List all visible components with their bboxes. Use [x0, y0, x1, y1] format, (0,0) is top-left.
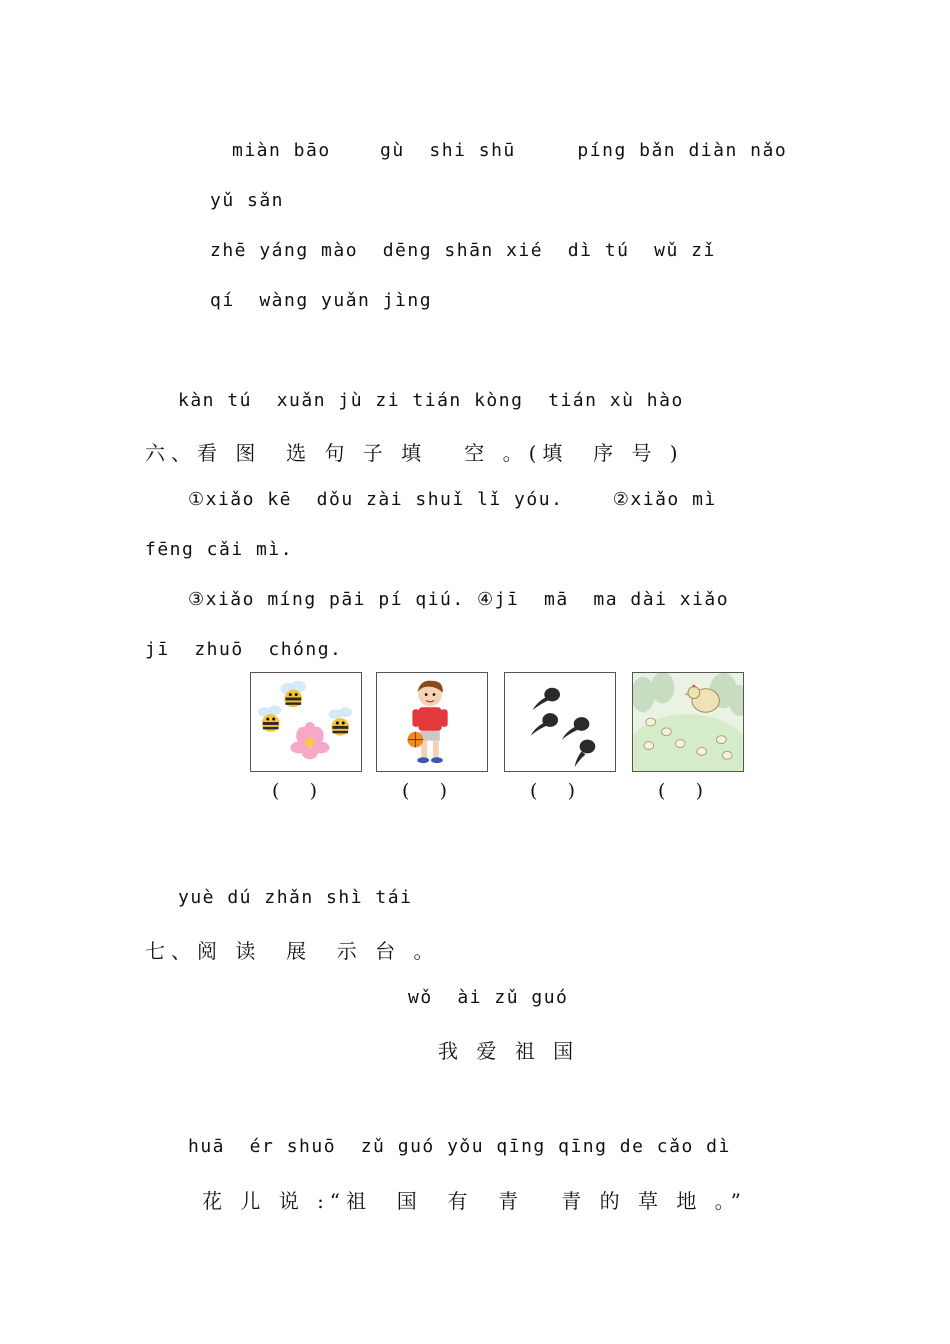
section6-title: 六、看 图 选 句 子 填 空 。(填 序 号 ) — [145, 441, 684, 465]
answer-blank-2[interactable]: ( ) — [402, 780, 448, 802]
poem-line-1-pinyin: huā ér shuō zǔ guó yǒu qīng qīng de cǎo dì — [188, 1136, 731, 1157]
word-row-3: zhē yáng mào dēng shān xié dì tú wǔ zǐ — [210, 240, 716, 261]
tadpoles-icon — [505, 673, 615, 771]
poem-title: 我 爱 祖 国 — [438, 1039, 580, 1063]
hen-chicks-icon — [633, 673, 743, 771]
answer-blank-3[interactable]: ( ) — [530, 780, 576, 802]
section7-pinyin: yuè dú zhǎn shì tái — [178, 887, 413, 908]
word-row-2: yǔ sǎn — [210, 190, 285, 211]
section7-title: 七、阅 读 展 示 台 。 — [145, 939, 440, 963]
answer-blank-1[interactable]: ( ) — [272, 780, 318, 802]
picture-boy — [376, 672, 488, 772]
bees-flower-icon — [251, 673, 361, 771]
section6-pinyin: kàn tú xuǎn jù zi tián kòng tián xù hào — [178, 390, 684, 411]
word-row-4: qí wàng yuǎn jìng — [210, 290, 433, 311]
picture-bees — [250, 672, 362, 772]
answer-blank-4[interactable]: ( ) — [658, 780, 704, 802]
sentence-2-cont: fēng cǎi mì. — [145, 539, 294, 560]
sentence-3-4: ③xiǎo míng pāi pí qiú. ④jī mā ma dài xiǎo — [188, 589, 730, 610]
picture-hen-chicks — [632, 672, 744, 772]
poem-title-pinyin: wǒ ài zǔ guó — [408, 987, 569, 1008]
sentence-1-2: ①xiǎo kē dǒu zài shuǐ lǐ yóu. ②xiǎo mì — [188, 489, 717, 510]
picture-tadpoles — [504, 672, 616, 772]
poem-line-1: 花 儿 说 :“祖 国 有 青 青 的 草 地 。” — [202, 1189, 747, 1213]
sentence-4-cont: jī zhuō chóng. — [145, 639, 343, 660]
word-row-1: miàn bāo gù shi shū píng bǎn diàn nǎo — [232, 140, 788, 161]
boy-basketball-icon — [377, 673, 487, 771]
